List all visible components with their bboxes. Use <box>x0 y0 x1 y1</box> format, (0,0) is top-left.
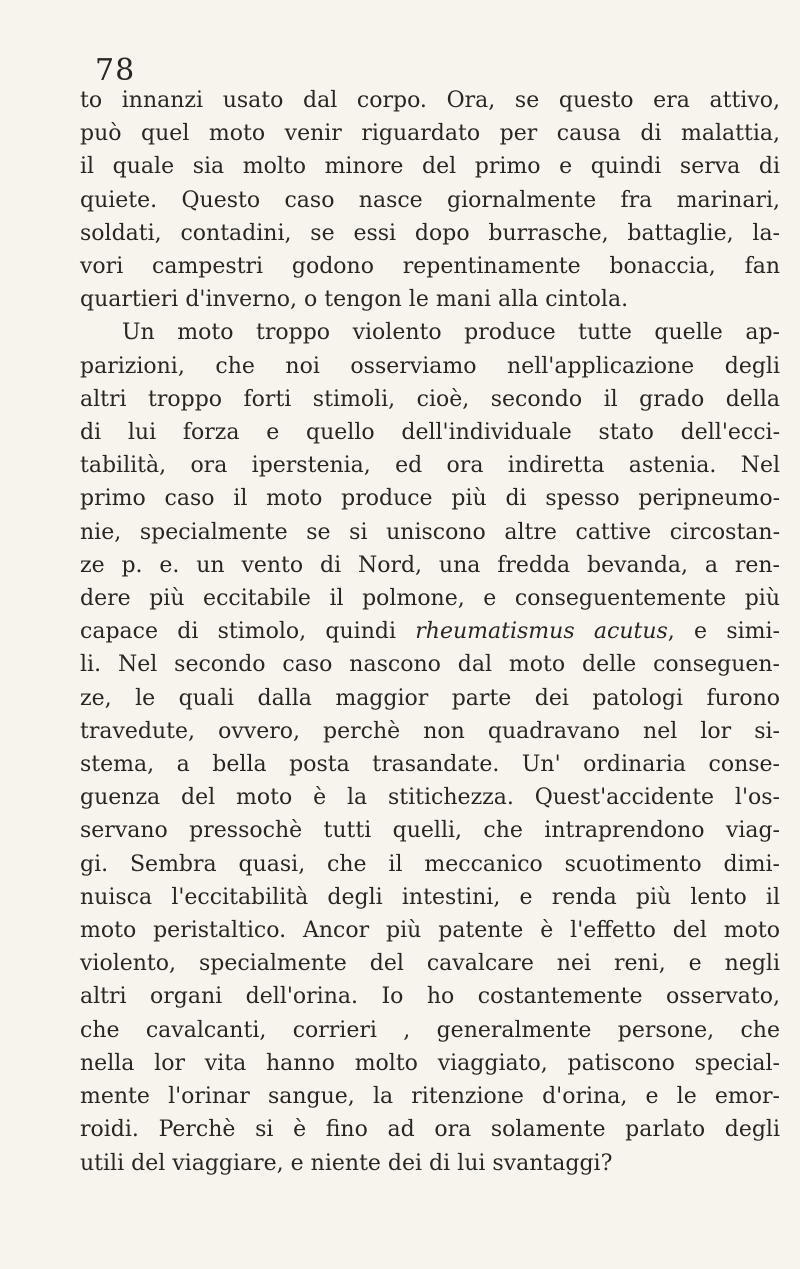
text-line-3: il quale sia molto minore del primo e quindi serva di <box>80 154 780 180</box>
text-line-26: moto peristaltico. Ancor più patente è l'effetto del moto <box>80 918 780 944</box>
latin-term: rheumatismus acutus <box>415 619 668 645</box>
text-line-1: to innanzi usato dal corpo. Ora, se questo era attivo, <box>80 88 780 113</box>
text-line-14: nie, specialmente se si uniscono altre cattive circostan- <box>80 519 780 545</box>
text-line-28: altri organi dell'orina. Io ho costantemente osservato, <box>80 984 780 1010</box>
text-line-24: gi. Sembra quasi, che il meccanico scuotimento dimi- <box>80 851 780 877</box>
text-line-10: altri troppo forti stimoli, cioè, secondo il grado della <box>80 386 780 412</box>
text-line-32: roidi. Perchè si è fino ad ora solamente parlato degli <box>80 1117 780 1143</box>
text-line-31: mente l'orinar sangue, la ritenzione d'orina, e le emor- <box>80 1084 780 1110</box>
text-line-25: nuisca l'eccitabilità degli intestini, e renda più lento il <box>80 884 780 910</box>
text-line-20: travedute, ovvero, perchè non quadravano nel lor si- <box>80 718 780 744</box>
text-line-13: primo caso il moto produce più di spesso peripneumo- <box>80 486 780 512</box>
text-line-15: ze p. e. un vento di Nord, una fredda bevanda, a ren- <box>80 552 780 578</box>
page-number: 78 <box>95 53 136 88</box>
text-line-19: ze, le quali dalla maggior parte dei patologi furono <box>80 685 780 711</box>
text-line-5: soldati, contadini, se essi dopo burrasche, battaglie, la- <box>80 220 780 246</box>
text-line-6: vori campestri godono repentinamente bonaccia, fan <box>80 254 780 280</box>
text-line-17-start: capace di stimolo, quindi <box>80 619 416 645</box>
text-line-33: utili del viaggiare, e niente dei di lui svantaggi? <box>80 1150 613 1176</box>
text-line-4: quiete. Questo caso nasce giornalmente fra marinari, <box>80 187 780 213</box>
body-text <box>80 84 780 1180</box>
text-line-17-end: , e simi- <box>667 619 780 645</box>
text-line-30: nella lor vita hanno molto viaggiato, patiscono special- <box>80 1050 780 1076</box>
text-line-18: li. Nel secondo caso nascono dal moto delle conseguen- <box>80 652 780 678</box>
text-line-17 <box>80 615 780 648</box>
text-line-22: guenza del moto è la stitichezza. Quest'accidente l'os- <box>80 785 780 811</box>
text-line-16: dere più eccitabile il polmone, e conseguentemente più <box>80 586 780 612</box>
text-line-21: stema, a bella posta trasandate. Un' ordinaria conse- <box>80 752 780 778</box>
text-line-29: che cavalcanti, corrieri , generalmente persone, che <box>80 1017 780 1043</box>
text-line-7: quartieri d'inverno, o tengon le mani alla cintola. <box>80 287 629 313</box>
text-line-8: Un moto troppo violento produce tutte quelle ap- <box>122 320 780 346</box>
text-line-23: servano pressochè tutti quelli, che intraprendono viag- <box>80 818 780 844</box>
text-line-2: può quel moto venir riguardato per causa di malattia, <box>80 121 780 147</box>
text-line-11: di lui forza e quello dell'individuale stato dell'ecci- <box>80 420 780 446</box>
text-line-12: tabilità, ora iperstenia, ed ora indiretta astenia. Nel <box>80 453 780 479</box>
text-line-9: parizioni, che noi osserviamo nell'applicazione degli <box>80 353 780 379</box>
text-line-27: violento, specialmente del cavalcare nei reni, e negli <box>80 951 780 977</box>
